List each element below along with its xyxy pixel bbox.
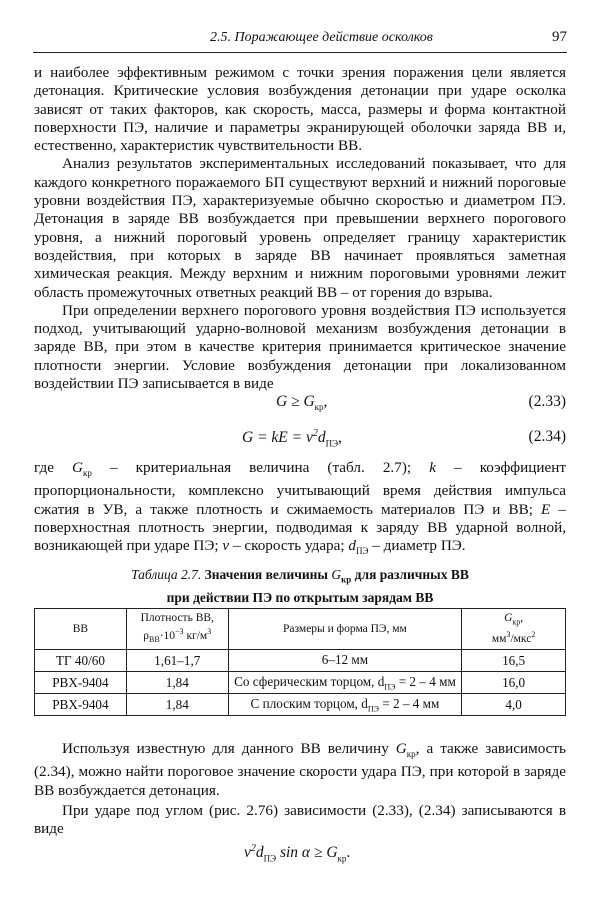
table-row: PBX-9404 1,84 Со сферическим торцом, $d_{ПЭ} = 2 - 4$ мм 16,0 — [35, 672, 566, 694]
running-header-title: 2.5. Поражающее действие осколков — [210, 30, 433, 45]
header-explosive: ВВ — [35, 609, 127, 650]
paragraph-3: При определении верхнего порогового уровня воздействия ПЭ используется подход, учитывающий ударно-волновой механизм возбуждения детонации в заряде ВВ, при этом в качестве критерия принимается критическое значение плотности энергии. Условие возбуждения детонации при локализованном воздействии ПЭ записывается в виде — [34, 301, 566, 393]
paragraph-2: Анализ результатов экспериментальных исследований показывает, что для каждого конкретного поражаемого БП существуют верхний и нижний пороговые уровни воздействия ПЭ, характеризуемые обычно скоростью и диаметром ПЭ. Детонация в заряде ВВ возбуждается при превышении верхнего порогового уровня, а нижний пороговый уровень определяет границу характеристик воздействия, при которых в заряде ВВ начинает проявляться заметная химическая реакция. Между верхним и нижним пороговыми уровнями лежит область промежуточных ответных реакций ВВ – от горения до взрыва. — [34, 155, 566, 301]
body-text-top — [34, 64, 566, 393]
header-shape: Размеры и форма ПЭ, мм — [228, 609, 462, 650]
table-caption: Таблица 2.7. Значения величины $G_{кр}$ для различных ВВ при действии ПЭ по открытым зарядам ВВ — [131, 567, 469, 605]
paragraph-1: и наиболее эффективным режимом с точки зрения поражения цели является детонация. Критические условия возбуждения детонации при ударе осколка зависят от таких факторов, как скорость, масса, размеры и форма контактной поверхности ПЭ, наличие и параметры экранирующей оболочки заряда ВВ и, естественно, характеристик чувствительности ВВ. — [34, 64, 566, 155]
equation-2-34: G = kE = $v^2d_{ПЭ}$, (2.34) — [242, 428, 566, 449]
header-gkr: $G_{кр}$, $мм^3/мкс^2$ — [462, 609, 566, 650]
equation-2-33: $G \ge G_{кр}$, (2.33) — [276, 393, 566, 413]
table-row: ТГ 40/60 1,61–1,7 6–12 мм 16,5 — [35, 650, 566, 672]
equation-angle: $v^2d_{ПЭ}$ $\sin \alpha \ge G_{кр}$. — [244, 843, 351, 864]
equation-number: (2.34) — [528, 428, 566, 445]
header-rule — [33, 52, 567, 53]
where-paragraph: где $G_{кр}$ – критериальная величина (табл. 2.7); k – коэффициент пропорциональности, комплексно учитывающий время действия импульса сжатия в УВ, а также плотность и сжимаемость материалов ПЭ и ВВ; E – поверхностная плотность энергии, подводимая к заряду ВВ ударной волной, возникающей при ударе ПЭ; v – скорость удара; $d_{ПЭ}$ – диаметр ПЭ. — [34, 459, 566, 557]
equation-number: (2.33) — [528, 393, 566, 410]
table-header-row — [35, 609, 566, 650]
paragraph-after-2: При ударе под углом (рис. 2.76) зависимости (2.33), (2.34) записываются в виде — [34, 801, 566, 838]
page-number: 97 — [552, 29, 567, 45]
body-text-bottom — [34, 740, 566, 839]
data-table — [34, 608, 566, 716]
paragraph-after-1: Используя известную для данного ВВ величину $G_{кр}$, а также зависимость (2.34), можно найти пороговое значение скорости удара ПЭ, при которой в заряде ВВ возбуждается детонация. — [34, 740, 566, 799]
table-row: PBX-9404 1,84 С плоским торцом, $d_{ПЭ} = 2 - 4$ мм 4,0 — [35, 694, 566, 716]
header-density: Плотность ВВ, $\rho_{ВВ}\cdot 10^{-3}$ $кг/м^3$ — [126, 609, 228, 650]
